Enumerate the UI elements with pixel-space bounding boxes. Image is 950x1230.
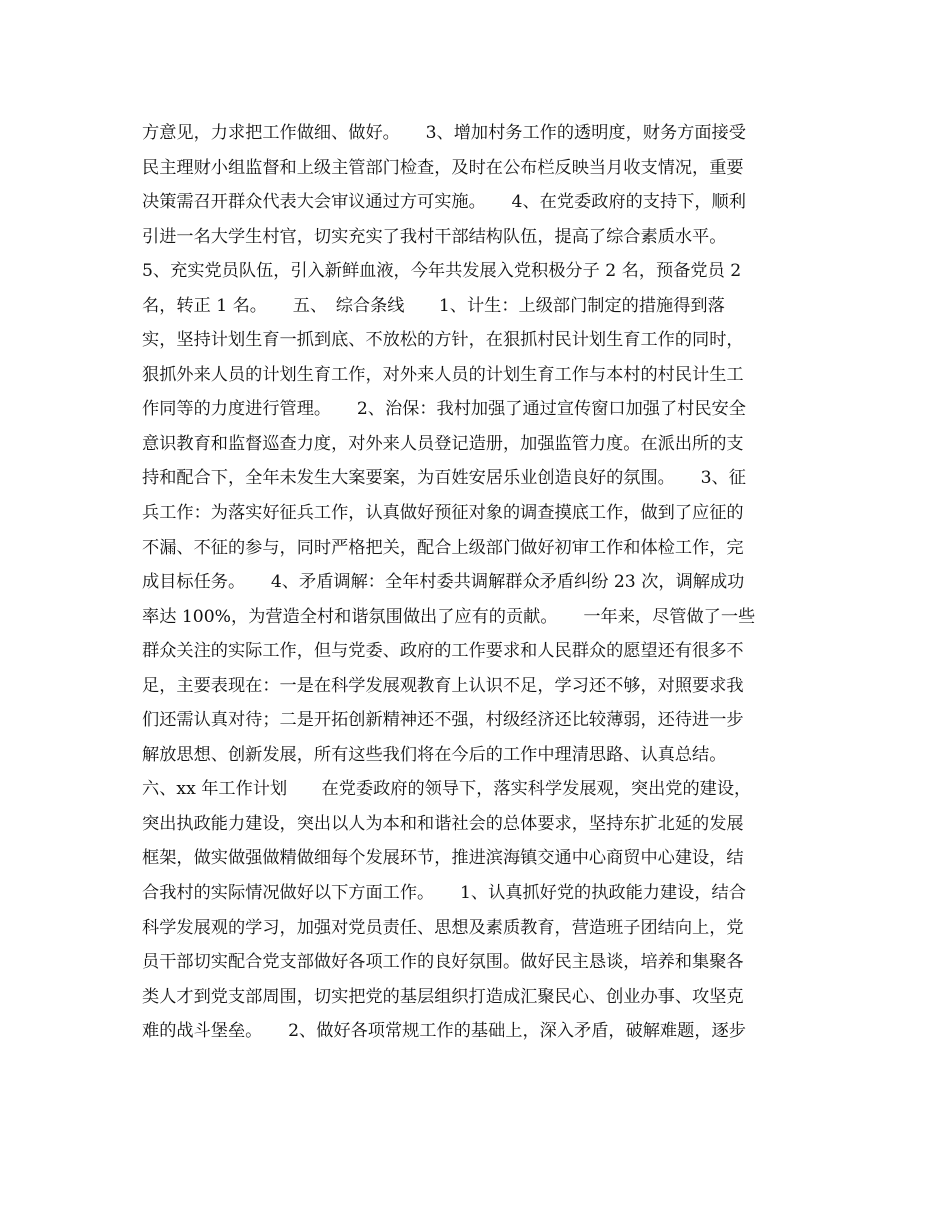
text-line: 解放思想、创新发展，所有这些我们将在今后的工作中理清思路、认真总结。 [142, 744, 727, 765]
text-line: 意识教育和监督巡查力度，对外来人员登记造册，加强监管力度。在派出所的支 [142, 433, 744, 454]
text-line: 六、xx 年工作计划 在党委政府的领导下，落实科学发展观，突出党的建设， [142, 779, 752, 800]
text-line: 成目标任务。 4、矛盾调解：全年村委共调解群众矛盾纠纷 23 次，调解成功 [142, 572, 745, 593]
text-line: 率达 100%，为营造全村和谐氛围做出了应有的贡献。 一年来，尽管做了一些 [142, 606, 756, 627]
text-line: 实，坚持计划生育一抓到底、不放松的方针，在狠抓村民计划生育工作的同时， [142, 330, 744, 351]
text-line: 群众关注的实际工作，但与党委、政府的工作要求和人民群众的愿望还有很多不 [142, 641, 744, 662]
text-line: 名，转正 1 名。 五、 综合条线 1、计生：上级部门制定的措施得到落 [142, 295, 725, 316]
text-line: 狠抓外来人员的计划生育工作，对外来人员的计划生育工作与本村的村民计生工 [142, 364, 744, 385]
text-line: 合我村的实际情况做好以下方面工作。 1、认真抓好党的执政能力建设，结合 [142, 883, 746, 904]
text-line: 引进一名大学生村官，切实充实了我村干部结构队伍，提高了综合素质水平。 [142, 226, 727, 247]
text-line: 科学发展观的学习，加强对党员责任、思想及素质教育，营造班子团结向上，党 [142, 917, 744, 938]
text-line: 5、充实党员队伍，引入新鲜血液，今年共发展入党积极分子 2 名，预备党员 2 [142, 261, 742, 282]
text-line: 足，主要表现在：一是在科学发展观教育上认识不足，学习还不够，对照要求我 [142, 675, 744, 696]
document-body [142, 116, 822, 1049]
text-line: 难的战斗堡垒。 2、做好各项常规工作的基础上，深入矛盾，破解难题，逐步 [142, 1021, 746, 1042]
text-line: 民主理财小组监督和上级主管部门检查，及时在公布栏反映当月收支情况，重要 [142, 157, 744, 178]
text-line: 类人才到党支部周围，切实把党的基层组织打造成汇聚民心、创业办事、攻坚克 [142, 986, 744, 1007]
text-line: 决策需召开群众代表大会审议通过方可实施。 4、在党委政府的支持下，顺利 [142, 192, 746, 213]
text-line: 持和配合下，全年未发生大案要案，为百姓安居乐业创造良好的氛围。 3、征 [142, 468, 746, 489]
text-line: 作同等的力度进行管理。 2、治保：我村加强了通过宣传窗口加强了村民安全 [142, 399, 746, 420]
text-line: 方意见，力求把工作做细、做好。 3、增加村务工作的透明度，财务方面接受 [142, 123, 746, 143]
text-line: 兵工作：为落实好征兵工作，认真做好预征对象的调查摸底工作，做到了应征的 [142, 503, 744, 524]
text-line: 突出执政能力建设，突出以人为本和和谐社会的总体要求，坚持东扩北延的发展 [142, 813, 744, 834]
text-line: 框架，做实做强做精做细每个发展环节，推进滨海镇交通中心商贸中心建设，结 [142, 848, 744, 869]
text-line: 们还需认真对待；二是开拓创新精神还不强，村级经济还比较薄弱，还待进一步 [142, 710, 744, 731]
text-line: 不漏、不征的参与，同时严格把关，配合上级部门做好初审工作和体检工作，完 [142, 537, 744, 558]
text-line: 员干部切实配合党支部做好各项工作的良好氛围。做好民主恳谈，培养和集聚各 [142, 952, 744, 973]
